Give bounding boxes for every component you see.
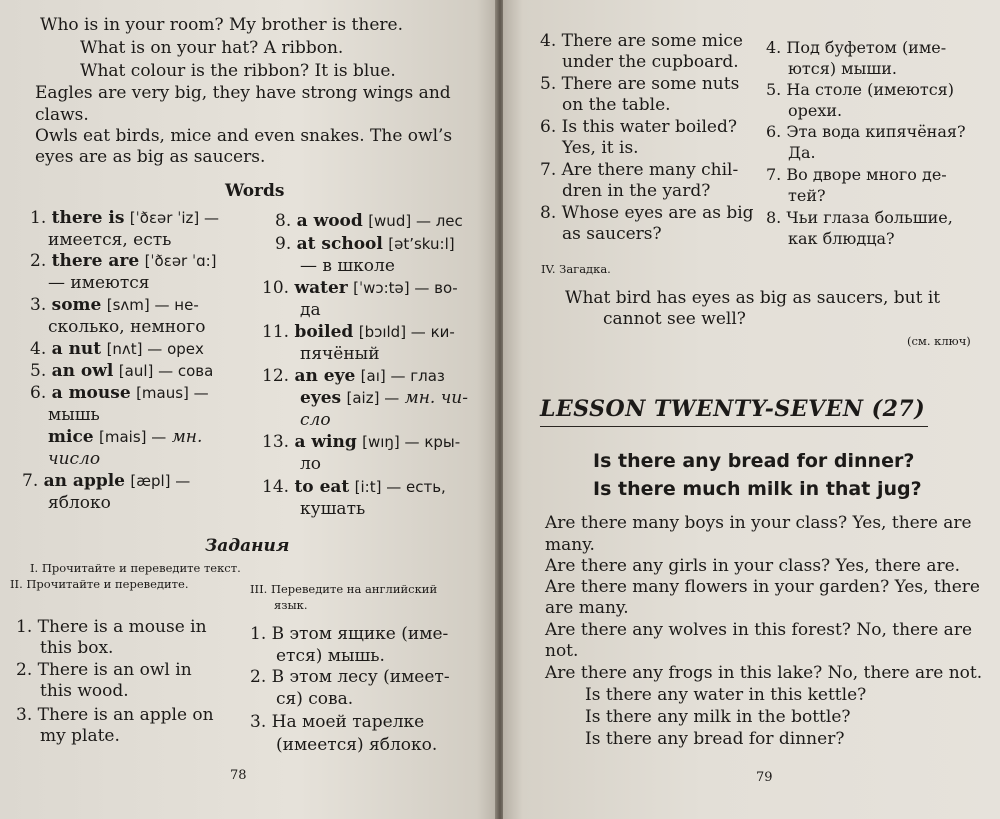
intro-line-6: Owls eat birds, mice and even snakes. The owl’s: [35, 126, 453, 146]
word-entry-7: 7. an apple [æpl] —: [22, 471, 191, 491]
word-entry-9: 9. at school [ət’sku:l]: [275, 234, 455, 254]
intro-line-2: What is on your hat? A ribbon.: [80, 38, 344, 58]
ex2-item-2-cont: this wood.: [40, 681, 129, 701]
lesson-title-rule: [540, 426, 928, 427]
text-line-2: many.: [545, 535, 595, 555]
task-3-line-1: III. Переведите на английский: [250, 582, 438, 596]
ex-ru-8: 8. Чьи глаза большие,: [766, 208, 953, 227]
indent-line-3: Is there any bread for dinner?: [585, 729, 845, 749]
riddle-line-1: What bird has eyes as big as saucers, but it: [565, 288, 941, 308]
word-entry-10-tr: да: [300, 300, 321, 320]
word-entry-mice: mice [mais] — мн.: [48, 427, 203, 447]
intro-line-1: Who is in your room? My brother is there.: [40, 15, 403, 35]
word-entry-13: 13. a wing [wıŋ] — кры-: [262, 432, 461, 452]
word-entry-4: 4. a nut [nʌt] — орех: [30, 339, 204, 359]
word-entry-5: 5. an owl [aul] — сова: [30, 361, 214, 381]
ex-en-8-cont: as saucers?: [562, 224, 662, 244]
ex-en-8: 8. Whose eyes are as big: [540, 203, 754, 223]
ex2-item-1-cont: this box.: [40, 638, 114, 658]
ex2-item-3-cont: my plate.: [40, 726, 120, 746]
page-number: 79: [756, 770, 773, 785]
lesson-subtitle-2: Is there much milk in that jug?: [593, 478, 922, 500]
word-entry-3: 3. some [sʌm] — не-: [30, 295, 199, 315]
text-line-6: Are there any wolves in this forest? No, there are: [545, 620, 973, 640]
ex-ru-4: 4. Под буфетом (име-: [766, 38, 947, 57]
word-entry-1-tr: имеется, есть: [48, 230, 172, 250]
text-line-4: Are there many flowers in your garden? Yes, there: [545, 577, 980, 597]
word-entry-13-tr: ло: [300, 454, 322, 474]
lesson-title: LESSON TWENTY-SEVEN (27): [540, 396, 926, 422]
indent-line-1: Is there any water in this kettle?: [585, 685, 867, 705]
word-entry-eyes: eyes [aiz] — мн. чи-: [300, 388, 468, 408]
page-number: 78: [230, 768, 247, 783]
ex3-item-1: 1. В этом ящике (име-: [250, 624, 449, 644]
ex-en-7: 7. Are there many chil-: [540, 160, 739, 180]
ex-ru-6: 6. Эта вода кипячёная?: [766, 122, 966, 141]
intro-line-3: What colour is the ribbon? It is blue.: [80, 61, 396, 81]
ex-en-6-cont: Yes, it is.: [562, 138, 639, 158]
word-entry-14: 14. to eat [i:t] — есть,: [262, 477, 446, 497]
right-page: [503, 0, 1000, 819]
task-3-line-2: язык.: [274, 598, 308, 612]
riddle-heading: IV. Загадка.: [541, 262, 611, 276]
task-1: I. Прочитайте и переведите текст.: [30, 561, 241, 575]
ex-ru-7-cont: тей?: [788, 186, 826, 205]
word-entry-1: 1. there is [ˈðɛər ˈiz] —: [30, 208, 220, 228]
ex3-item-3-cont: (имеется) яблоко.: [276, 735, 438, 755]
words-heading: Words: [225, 181, 285, 201]
ex3-item-3: 3. На моей тарелке: [250, 712, 425, 732]
word-entry-3-tr: сколько, немного: [48, 317, 206, 337]
word-entry-9-tr: — в школе: [300, 256, 395, 276]
word-entry-2-tr: — имеются: [48, 273, 150, 293]
left-page: [0, 0, 497, 819]
ex2-item-1: 1. There is a mouse in: [16, 617, 207, 637]
ex-ru-5-cont: орехи.: [788, 101, 843, 120]
ex-en-5-cont: on the table.: [562, 95, 671, 115]
intro-line-7: eyes are as big as saucers.: [35, 147, 266, 167]
word-entry-mice-tr: число: [48, 449, 101, 469]
word-entry-6-tr: мышь: [48, 405, 100, 425]
text-line-1: Are there many boys in your class? Yes, there are: [545, 513, 972, 533]
text-line-8: Are there any frogs in this lake? No, there are not.: [545, 663, 983, 683]
ex-en-5: 5. There are some nuts: [540, 74, 740, 94]
ex-en-7-cont: dren in the yard?: [562, 181, 711, 201]
word-entry-14-tr: кушать: [300, 499, 366, 519]
riddle-line-2: cannot see well?: [603, 309, 746, 329]
key-reference: (см. ключ): [907, 334, 971, 348]
text-line-5: are many.: [545, 598, 629, 618]
word-entry-eyes-tr: сло: [300, 410, 331, 430]
word-entry-2: 2. there are [ˈðɛər ˈɑ:]: [30, 251, 217, 271]
word-entry-11-tr: пячёный: [300, 344, 380, 364]
ex3-item-2-cont: ся) сова.: [276, 689, 354, 709]
ex2-item-3: 3. There is an apple on: [16, 705, 214, 725]
word-entry-6: 6. a mouse [maus] —: [30, 383, 209, 403]
ex3-item-2: 2. В этом лесу (имеет-: [250, 667, 450, 687]
ex-en-4-cont: under the cupboard.: [562, 52, 739, 72]
intro-line-4: Eagles are very big, they have strong wings and: [35, 83, 451, 103]
tasks-heading: Задания: [205, 536, 290, 556]
ex-ru-6-cont: Да.: [788, 143, 816, 162]
text-line-3: Are there any girls in your class? Yes, there are.: [545, 556, 961, 576]
word-entry-7-tr: яблоко: [48, 493, 111, 513]
ex-ru-7: 7. Во дворе много де-: [766, 165, 947, 184]
ex2-item-2: 2. There is an owl in: [16, 660, 192, 680]
word-entry-8: 8. a wood [wud] — лес: [275, 211, 463, 231]
text-line-7: not.: [545, 641, 579, 661]
word-entry-10: 10. water [ˈwɔ:tə] — во-: [262, 278, 458, 298]
task-2: II. Прочитайте и переведите.: [10, 577, 189, 591]
ex3-item-1-cont: ется) мышь.: [276, 646, 385, 666]
word-entry-12: 12. an eye [aı] — глаз: [262, 366, 445, 386]
indent-line-2: Is there any milk in the bottle?: [585, 707, 851, 727]
ex-en-6: 6. Is this water boiled?: [540, 117, 737, 137]
ex-ru-5: 5. На столе (имеются): [766, 80, 954, 99]
ex-ru-8-cont: как блюдца?: [788, 229, 895, 248]
ex-en-4: 4. There are some mice: [540, 31, 743, 51]
word-entry-11: 11. boiled [bɔıld] — ки-: [262, 322, 455, 342]
lesson-subtitle-1: Is there any bread for dinner?: [593, 450, 915, 472]
ex-ru-4-cont: ются) мыши.: [788, 59, 897, 78]
intro-line-5: claws.: [35, 105, 89, 125]
